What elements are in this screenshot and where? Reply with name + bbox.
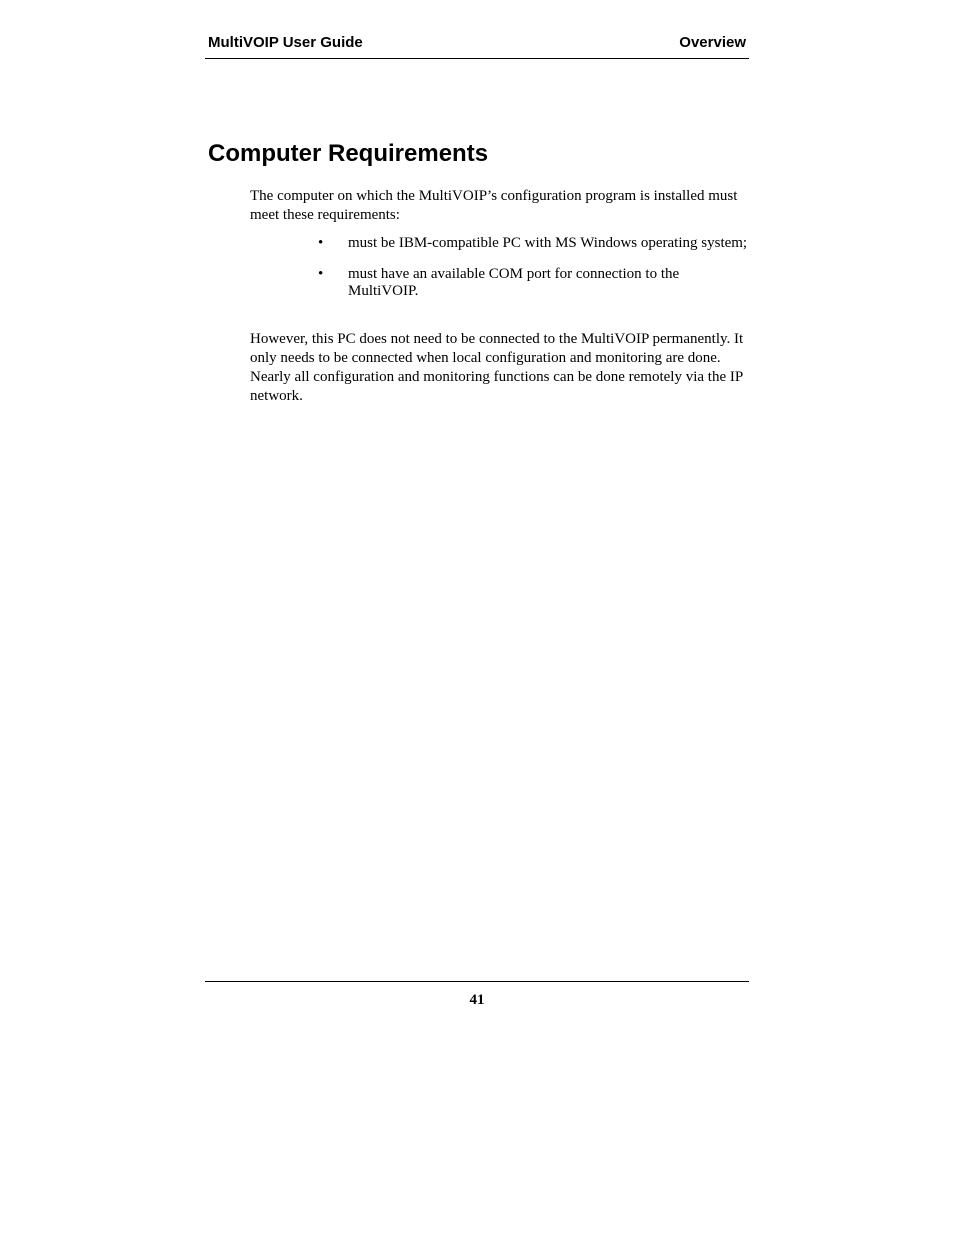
requirements-list <box>300 235 750 314</box>
intro-paragraph: The computer on which the MultiVOIP’s configuration program is installed must meet these requirements: <box>250 188 738 223</box>
header-section-name: Overview <box>679 34 746 51</box>
bullet-icon: • <box>318 266 324 282</box>
page-header <box>205 31 749 59</box>
bullet-icon: • <box>318 235 324 251</box>
header-document-title: MultiVOIP User Guide <box>208 34 363 51</box>
page-number: 41 <box>469 992 485 1008</box>
list-item-text: must be IBM-compatible PC with MS Windows operating system; <box>348 235 748 251</box>
footer-divider <box>205 981 749 982</box>
list-item-text: must have an available COM port for connection to the MultiVOIP. <box>348 266 680 299</box>
list-item <box>300 235 750 252</box>
section-title: Computer Requirements <box>208 140 489 167</box>
list-item <box>300 266 750 300</box>
closing-paragraph: However, this PC does not need to be connected to the MultiVOIP permanently. It only needs to be connected when local configuration and monitoring are done. Nearly all configuration and monitoring functions can be done remotely via the IP network. <box>250 331 744 404</box>
